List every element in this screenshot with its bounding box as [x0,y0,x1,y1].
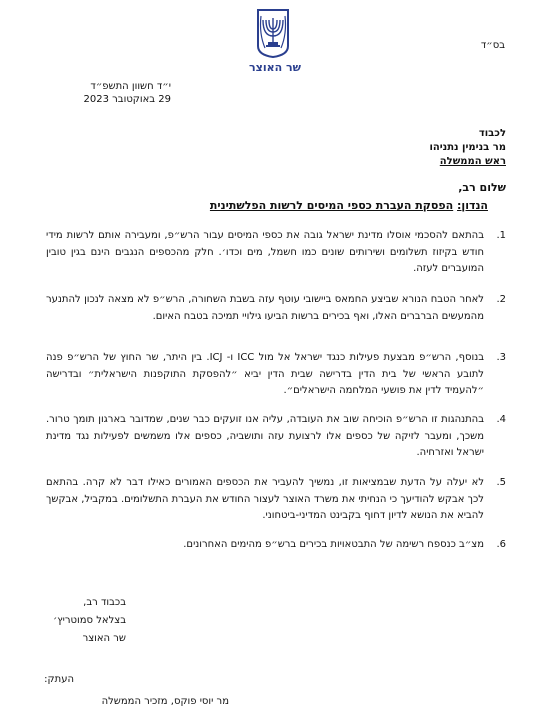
recipient-title: ראש הממשלה [439,156,506,167]
cc-label: העתק: [44,674,74,685]
ministry-title: שר האוצר [249,61,301,74]
paragraph-1 [46,228,506,278]
greeting: שלום רב, [458,181,506,194]
recipient-name: מר בנימין נתניהו [429,142,506,153]
paragraph-text: בנוסף, הרש״פ מבצעת פעילות כנגד ישראל אל מול ICC ו- ICJ. בין היתר, שר החוץ של הרש״פ פנה לתובע הראשי של בית הדין בדרישה שבית הדין יביא ״להפסקת התוקפנות הישראלית״ ובדרישה ״להעמיד לדין את פושעי המלחמה הישראלים״. [46,352,484,396]
paragraph-text: לא יעלה על הדעת שבמציאות זו, נמשיך להעביר את הכספים האמורים כאילו דבר לא קרה. בהתאם לכך אבקש להודיעך כי הנחיתי את משרד האוצר לעצור החודש את העברת התשלומים. במקביל, אבקשך להביא את הנושא לדיון דחוף בקבינט המדיני-ביטחוני. [46,477,484,521]
paragraph-6 [46,537,506,554]
paragraph-text: בהתאם להסכמי אוסלו מדינת ישראל גובה את כספי המיסים עבור הרש״פ, ומעבירה אותם לרשות מידי חודש בקיזוז תשלומים ושירותים שונים כמו חשמל, מים וכדו׳. חלק מהכספים הנגבים הינם בגין טובין המועברים לעזה. [46,230,484,274]
signer-title: שר האוצר [82,633,126,644]
gregorian-date: 29 באוקטובר 2023 [83,94,171,105]
state-emblem-icon [255,8,291,58]
recipient-block [429,127,506,169]
paragraph-5 [46,475,506,525]
paragraph-4 [46,412,506,462]
paragraph-number: 4. [496,414,506,425]
recipient-to: לכבוד [478,128,506,139]
paragraph-3 [46,350,506,400]
paragraph-number: 6. [496,539,506,550]
subject-line [210,198,488,215]
bsd-mark: בס״ד [480,40,505,51]
paragraph-number: 3. [496,352,506,363]
closing-regards: בכבוד רב, [83,597,126,608]
paragraph-text: לאחר הטבח הנורא שביצע החמאס ביישובי עוטף עזה בשבת השחורה, הרש״פ לא מצאה לנכון להתנער מהמעשים הברברים האלו, ואף בכירים ברשות הביעו גילויי תמיכה בטבח האיום. [46,294,484,322]
signer-name: בצלאל סמוטריץ׳ [53,615,126,626]
paragraph-text: מצ״ב כנספח רשימה של התבטאויות בכירים ברש״פ מהימים האחרונים. [183,539,484,550]
cc-recipient: מר יוסי פוקס, מזכיר הממשלה [101,696,229,707]
paragraph-2 [46,292,506,325]
paragraph-text: בהתנהגות זו הרש״פ הוכיחה שוב את העובדה, עליה אנו זועקים כבר שנים, שמדובר בארגון תומך טרור. משכך, ומעבר לזיקה של כספים אלו לרצועת עזה ותושביה, כספים אלו משמשים לפעילות נגד מדינת ישראל ואזרחיה. [46,414,484,458]
subject-label: הנדון: [457,199,488,212]
hebrew-date: י״ד חשוון התשפ״ד [90,81,171,92]
paragraph-number: 5. [496,477,506,488]
subject-text: הפסקת העברת כספי המיסים לרשות הפלשתינית [209,199,454,212]
paragraph-number: 1. [496,230,506,241]
paragraph-number: 2. [496,294,506,305]
date-block [41,80,171,106]
signature-block [53,594,126,648]
